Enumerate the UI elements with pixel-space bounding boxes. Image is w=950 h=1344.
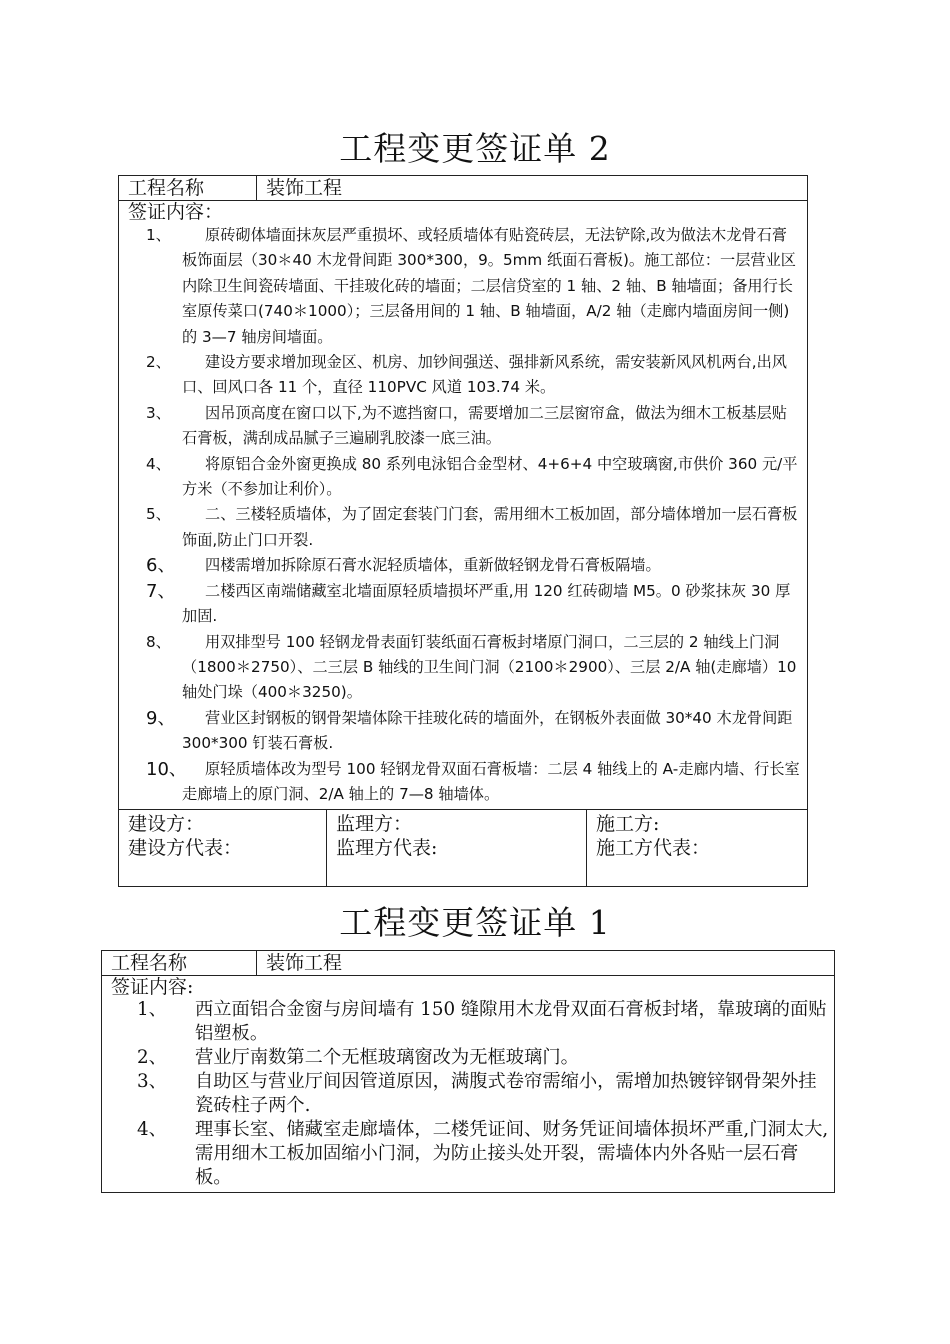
item-text: 原砖砌体墙面抹灰层严重损坏、或轻质墙体有贴瓷砖层，无法铲除,改为做法木龙骨石膏板饰面层（30＊40 木龙骨间距 300*300，9。5mm 纸面石膏板)。施工部位：一层营业区内除卫生间瓷砖墙面、干挂玻化砖的墙面；二层信贷室的 1 轴、2 轴、B 轴墙面；备用行长室原传菜口(740＊1000）；三层备用间的 1 轴、B 轴墙面，A/2 轴（走廊内墙面房间一侧)的 3—7 轴房间墙面。 — [182, 226, 796, 346]
list-item — [111, 1070, 834, 1118]
project-name-label: 工程名称 — [102, 951, 257, 976]
list-item — [128, 706, 807, 757]
list-item — [128, 630, 807, 706]
supervisor-rep-label: 监理方代表: — [336, 837, 438, 860]
item-number: 3、 — [137, 1071, 167, 1092]
form1-table — [101, 950, 835, 1193]
content-cell — [102, 976, 835, 1193]
item-number: 4、 — [137, 1119, 167, 1140]
project-name-label: 工程名称 — [119, 176, 257, 201]
signature-contractor — [587, 810, 808, 887]
list-item — [128, 350, 807, 401]
item-number: 6、 — [146, 555, 176, 577]
list-item — [128, 757, 807, 808]
signature-owner — [119, 810, 327, 887]
list-item — [111, 1046, 834, 1070]
item-number: 8、 — [146, 632, 171, 651]
list-item — [128, 401, 807, 452]
owner-label: 建设方： — [128, 813, 205, 836]
list-item — [128, 502, 807, 553]
project-name-value: 装饰工程 — [257, 176, 808, 201]
list-item — [128, 579, 807, 630]
item-text: 理事长室、储藏室走廊墙体，二楼凭证间、财务凭证间墙体损坏严重,门洞太大,需用细木工板加固缩小门洞，为防止接头处开裂，需墙体内外各贴一层石膏板。 — [195, 1119, 829, 1188]
list-item — [128, 223, 807, 350]
list-item — [111, 1118, 834, 1190]
list-item — [111, 998, 834, 1046]
item-text: 四楼需增加拆除原石膏水泥轻质墙体，重新做轻钢龙骨石膏板隔墙。 — [205, 556, 661, 575]
content-cell — [119, 201, 808, 810]
item-text: 营业厅南数第二个无框玻璃窗改为无框玻璃门。 — [195, 1047, 579, 1068]
item-number: 3、 — [146, 403, 171, 422]
content-label: 签证内容： — [128, 201, 224, 223]
item-text: 原轻质墙体改为型号 100 轻钢龙骨双面石膏板墙：二层 4 轴线上的 A-走廊内墙、行长室走廊墙上的原门洞、2/A 轴上的 7—8 轴墙体。 — [182, 759, 800, 803]
item-number: 2、 — [137, 1047, 167, 1068]
contractor-label: 施工方: — [596, 813, 660, 836]
item-text: 用双排型号 100 轻钢龙骨表面钉装纸面石膏板封堵原门洞口，二三层的 2 轴线上门洞（1800＊2750）、二三层 B 轴线的卫生间门洞（2100＊2900）、三层 2/A 轴(走廊墙）10 轴处门垛（400＊3250)。 — [182, 632, 797, 702]
list-item — [128, 553, 807, 578]
item-text: 二、三楼轻质墙体，为了固定套装门门套，需用细木工板加固，部分墙体增加一层石膏板饰面,防止门口开裂. — [182, 505, 798, 549]
item-number: 4、 — [146, 454, 171, 473]
item-number: 5、 — [146, 505, 171, 524]
project-name-value: 装饰工程 — [257, 951, 835, 976]
owner-rep-label: 建设方代表： — [128, 837, 243, 860]
contractor-rep-label: 施工方代表： — [596, 837, 711, 860]
item-number: 1、 — [137, 999, 167, 1020]
item-number: 10、 — [146, 758, 187, 780]
item-number: 2、 — [146, 353, 171, 372]
content-label: 签证内容: — [111, 976, 194, 998]
item-text: 自助区与营业厅间因管道原因，满腹式卷帘需缩小，需增加热镀锌钢骨架外挂瓷砖柱子两个. — [195, 1071, 817, 1116]
item-text: 将原铝合金外窗更换成 80 系列电泳铝合金型材、4+6+4 中空玻璃窗,市供价 360 元/平方米（不参加让利价）。 — [182, 454, 798, 499]
item-text: 营业区封钢板的钢骨架墙体除干挂玻化砖的墙面外，在钢板外表面做 30*40 木龙骨间距 300*300 钉装石膏板. — [182, 708, 793, 753]
form2-table — [118, 175, 808, 887]
item-text: 二楼西区南端储藏室北墙面原轻质墙损坏严重,用 120 红砖砌墙 M5。0 砂浆抹灰 30 厚加固. — [182, 581, 791, 626]
item-number: 9、 — [146, 707, 176, 729]
item-number: 7、 — [146, 580, 176, 602]
list-item — [128, 452, 807, 503]
content-list — [111, 998, 834, 1190]
item-text: 因吊顶高度在窗口以下,为不遮挡窗口，需要增加二三层窗帘盒，做法为细木工板基层贴石膏板，满刮成品腻子三遍刷乳胶漆一底三油。 — [182, 403, 787, 448]
item-text: 西立面铝合金窗与房间墙有 150 缝隙用木龙骨双面石膏板封堵，靠玻璃的面贴铝塑板。 — [195, 999, 827, 1044]
content-list — [128, 223, 807, 807]
form2-title: 工程变更签证单 2 — [339, 129, 611, 168]
item-number: 1、 — [146, 226, 171, 244]
signature-supervisor — [327, 810, 587, 887]
item-text: 建设方要求增加现金区、机房、加钞间强送、强排新风系统，需安装新风风机两台,出风口、回风口各 11 个，直径 110PVC 风道 103.74 米。 — [182, 353, 787, 397]
supervisor-label: 监理方： — [336, 813, 413, 836]
form1-title: 工程变更签证单 1 — [339, 903, 611, 942]
